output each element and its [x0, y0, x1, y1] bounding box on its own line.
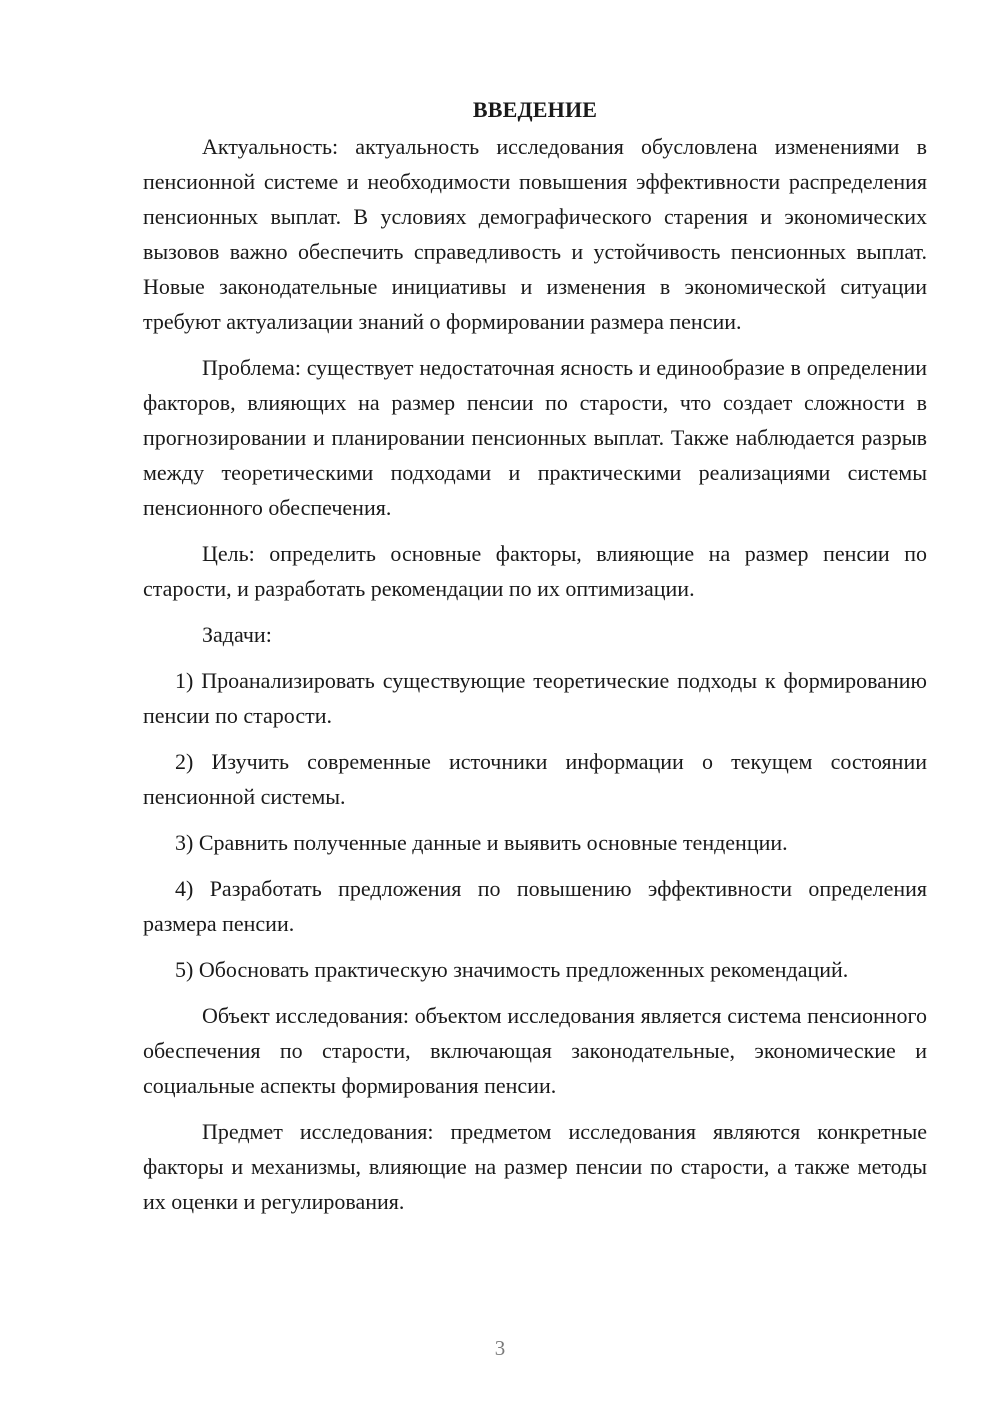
task-item-3: 3) Сравнить полученные данные и выявить основные тенденции. — [175, 830, 788, 855]
task-item-4: 4) Разработать предложения по повышению эффективности определения размера пенсии. — [143, 876, 927, 936]
object-paragraph: Объект исследования: объектом исследования является система пенсионного обеспечения по старости, включающая законодательные, экономические и социальные аспекты формирования пенсии. — [143, 1003, 927, 1098]
tasks-list — [143, 663, 927, 987]
problem-paragraph: Проблема: существует недостаточная ясность и единообразие в определении факторов, влияющих на размер пенсии по старости, что создает сложности в прогнозировании и планировании пенсионных выплат. Также наблюдается разрыв между теоретическими подходами и практическими реализациями системы пенсионного обеспечения. — [143, 355, 927, 520]
page-number: 3 — [494, 1336, 506, 1360]
document-page — [143, 92, 927, 1230]
subject-paragraph: Предмет исследования: предметом исследования являются конкретные факторы и механизмы, влияющие на размер пенсии по старости, а также методы их оценки и регулирования. — [143, 1119, 927, 1214]
tasks-heading: Задачи: — [202, 622, 272, 647]
goal-paragraph: Цель: определить основные факторы, влияющие на размер пенсии по старости, и разработать рекомендации по их оптимизации. — [143, 541, 927, 601]
task-item-1: 1) Проанализировать существующие теоретические подходы к формированию пенсии по старости. — [143, 668, 927, 728]
task-item-5: 5) Обосновать практическую значимость предложенных рекомендаций. — [175, 957, 849, 982]
relevance-paragraph: Актуальность: актуальность исследования обусловлена изменениями в пенсионной системе и необходимости повышения эффективности распределения пенсионных выплат. В условиях демографического старения и экономических вызовов важно обеспечить справедливость и устойчивость пенсионных выплат. Новые законодательные инициативы и изменения в экономической ситуации требуют актуализации знаний о формировании размера пенсии. — [143, 134, 927, 334]
section-title: ВВЕДЕНИЕ — [472, 97, 598, 122]
task-item-2: 2) Изучить современные источники информации о текущем состоянии пенсионной системы. — [143, 749, 927, 809]
